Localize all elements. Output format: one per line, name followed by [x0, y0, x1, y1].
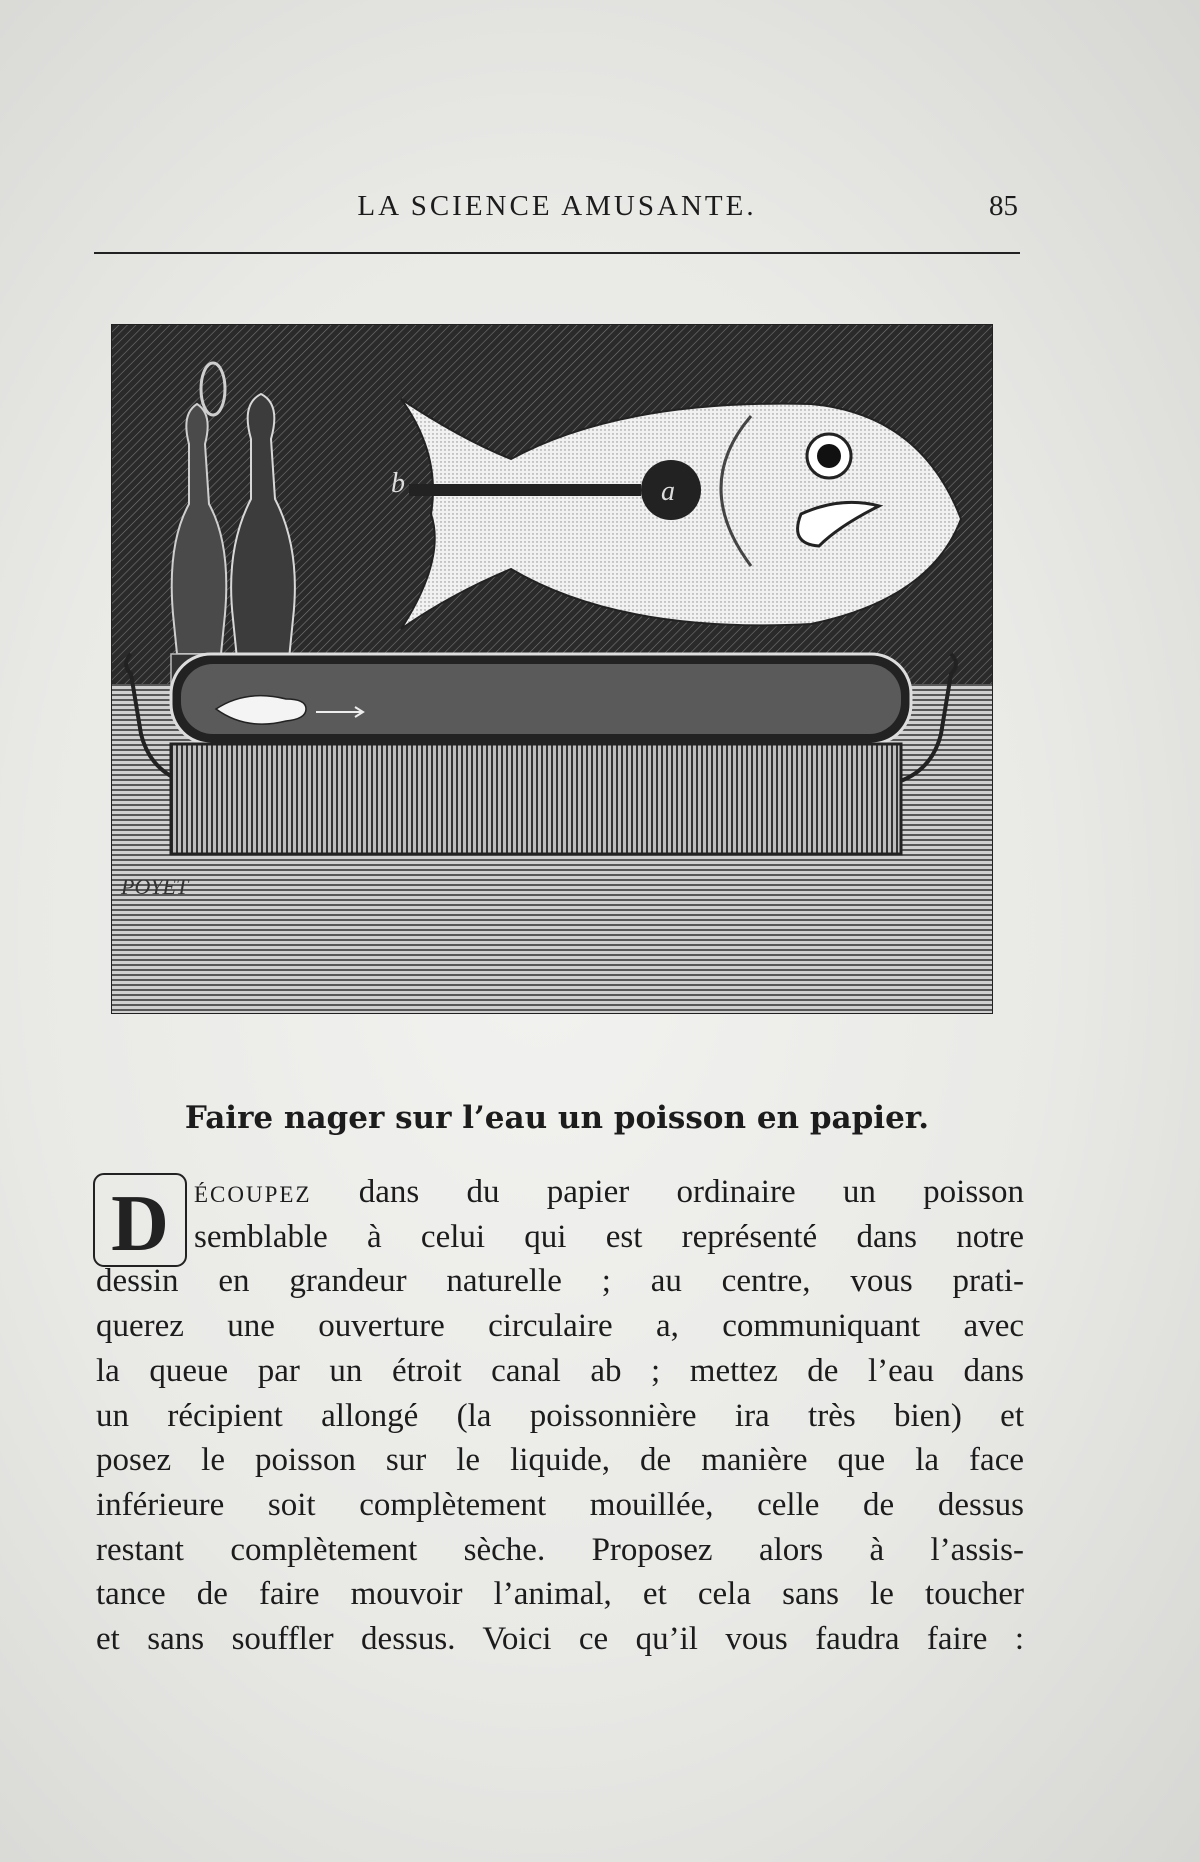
- text-line-4: querez une ouverture circulaire a, communiquant avec: [96, 1308, 1024, 1345]
- body-paragraph: [96, 1170, 1024, 1662]
- text-line-7: posez le poisson sur le liquide, de manière que la face: [96, 1442, 1024, 1479]
- figure-caption: Faire nager sur l’eau un poisson en papier.: [184, 1100, 930, 1136]
- text-line-11: et sans souffler dessus. Voici ce qu’il vous faudra faire :: [96, 1621, 1024, 1658]
- text-line-2: semblable à celui qui est représenté dans notre: [194, 1218, 1024, 1255]
- engraving-illustration: [111, 324, 993, 1014]
- fish-kettle: [126, 654, 956, 854]
- text-line-6: un récipient allongé (la poissonnière ira très bien) et: [96, 1397, 1024, 1434]
- text-line-9: restant complètement sèche. Proposez alors à l’assis-: [96, 1531, 1024, 1568]
- label-a: a: [661, 476, 675, 507]
- engraver-signature: POYET: [121, 874, 189, 899]
- page-header: [94, 190, 1020, 234]
- drop-cap-letter: D: [111, 1180, 169, 1268]
- text-line-5: la queue par un étroit canal ab ; mettez de l’eau dans: [96, 1352, 1024, 1389]
- label-b: b: [391, 468, 405, 499]
- running-title: LA SCIENCE AMUSANTE.: [357, 190, 757, 222]
- text-line-3: dessin en grandeur naturelle ; au centre, vous prati-: [96, 1263, 1024, 1300]
- page-number: 85: [989, 190, 1018, 222]
- header-rule: [94, 252, 1020, 254]
- text-line-1: écoupez dans du papier ordinaire un poisson: [194, 1174, 1024, 1210]
- lead-word: écoupez: [194, 1174, 312, 1210]
- text-line-10: tance de faire mouvoir l’animal, et cela sans le toucher: [96, 1576, 1024, 1613]
- text-line-8: inférieure soit complètement mouillée, celle de dessus: [96, 1486, 1024, 1523]
